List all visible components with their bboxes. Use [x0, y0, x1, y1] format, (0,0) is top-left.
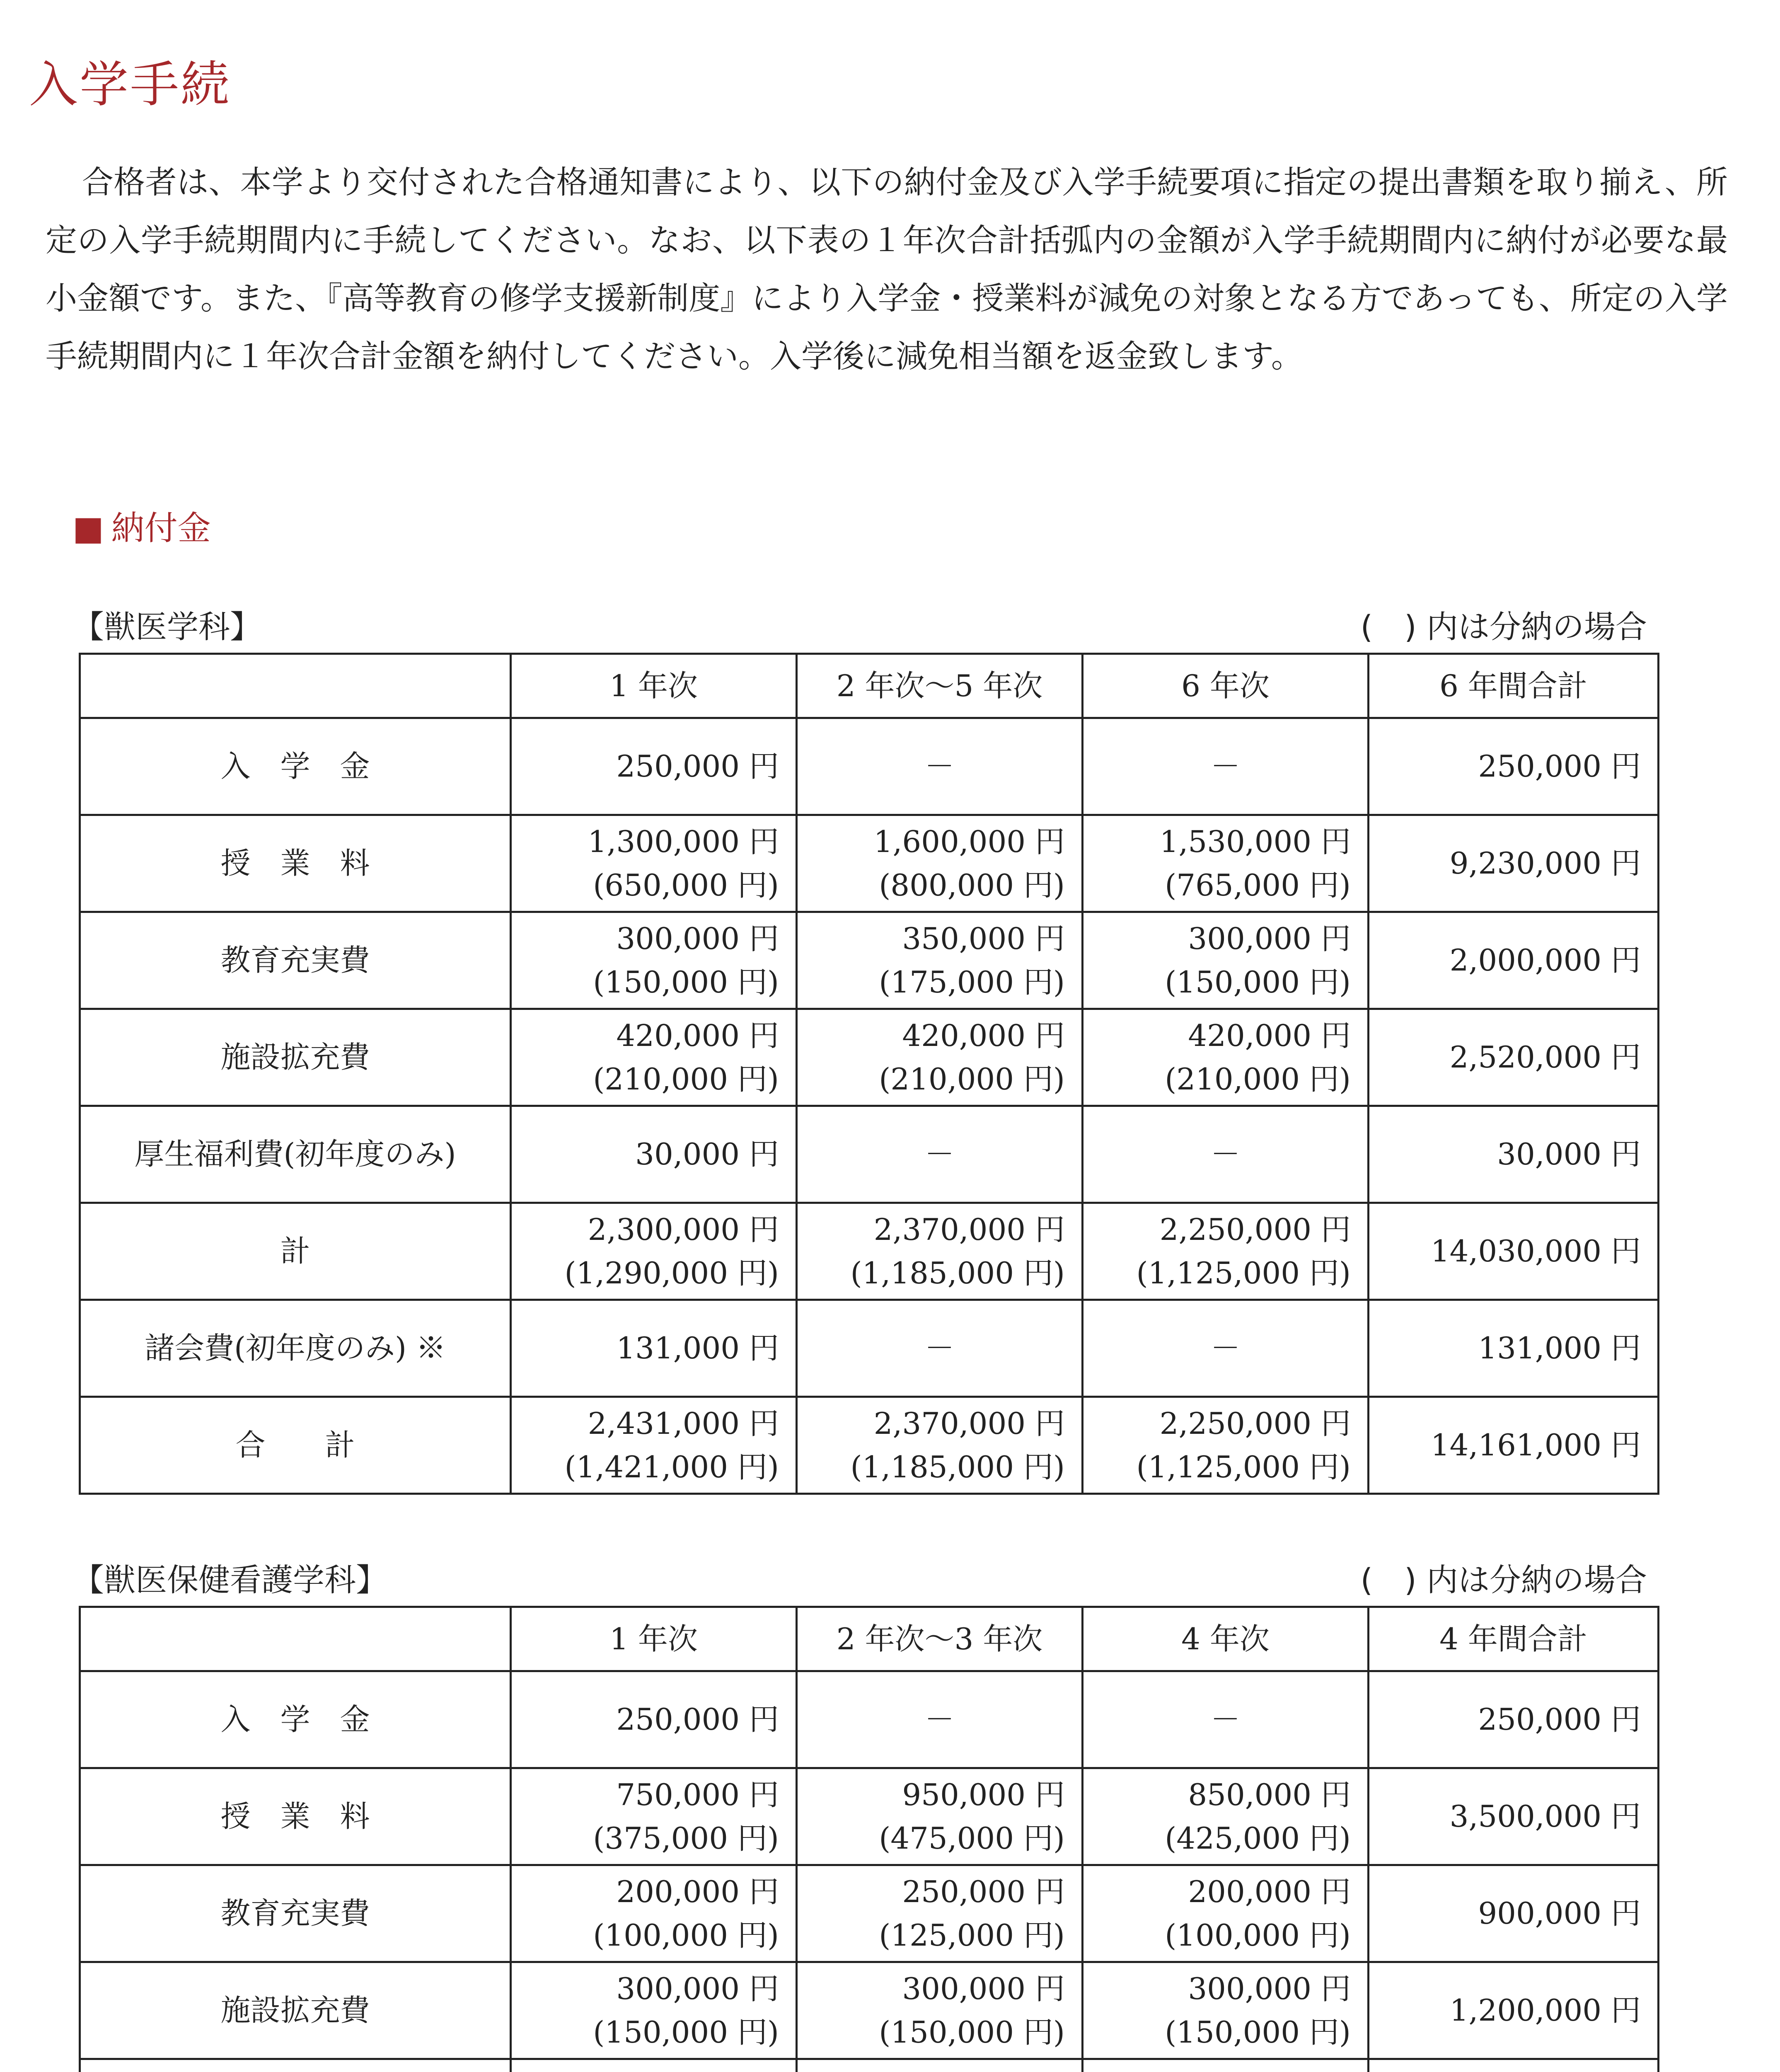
- table-row: [80, 1865, 1659, 1962]
- installment-value: (100,000 円): [593, 1917, 779, 1953]
- amount-value: 250,000 円: [616, 749, 779, 784]
- amount-cell: [1083, 1203, 1369, 1300]
- amount-cell: [511, 2059, 797, 2072]
- amount-cell: [1369, 1009, 1659, 1106]
- installment-value: (1,290,000 円): [564, 1255, 779, 1290]
- amount-value: 850,000 円: [1188, 1777, 1351, 1812]
- amount-value: －: [1210, 1137, 1241, 1172]
- amount-cell: [511, 1962, 797, 2059]
- amount-cell: [511, 1865, 797, 1962]
- amount-value: －: [924, 749, 955, 784]
- table-row: [80, 815, 1659, 912]
- table-caption-veterinary-nursing: [73, 1561, 1647, 1598]
- amount-value: －: [1210, 1702, 1241, 1737]
- amount-cell: [1369, 2059, 1659, 2072]
- amount-cell: [797, 1768, 1083, 1865]
- amount-cell: [1083, 1865, 1369, 1962]
- amount-value: 2,000,000 円: [1449, 943, 1641, 978]
- amount-cell: [1369, 1397, 1659, 1494]
- amount-value: 14,161,000 円: [1430, 1428, 1641, 1462]
- table-title: 【獣医保健看護学科】: [73, 1561, 387, 1598]
- table-row: [80, 718, 1659, 815]
- table-header-row: [80, 1607, 1659, 1671]
- installment-value: (800,000 円): [879, 867, 1065, 903]
- amount-cell: [797, 1865, 1083, 1962]
- table-row: [80, 1962, 1659, 2059]
- installment-value: (150,000 円): [1165, 2014, 1351, 2050]
- amount-value: 420,000 円: [1188, 1018, 1351, 1053]
- amount-cell: [1369, 1106, 1659, 1203]
- amount-value: 250,000 円: [1478, 749, 1641, 784]
- amount-cell: [1369, 1671, 1659, 1768]
- installment-value: (1,125,000 円): [1136, 1449, 1351, 1484]
- amount-value: －: [924, 1137, 955, 1172]
- amount-value: 2,370,000 円: [873, 1406, 1065, 1441]
- amount-cell: [1083, 1397, 1369, 1494]
- amount-value: 950,000 円: [902, 1777, 1065, 1812]
- empty-cell: [797, 718, 1083, 815]
- row-label: 施設拡充費: [80, 1009, 511, 1106]
- amount-cell: [511, 1397, 797, 1494]
- table-row: [80, 1397, 1659, 1494]
- amount-value: 350,000 円: [902, 921, 1065, 956]
- installment-value: (210,000 円): [593, 1061, 779, 1097]
- amount-value: 2,250,000 円: [1159, 1212, 1351, 1247]
- amount-value: 131,000 円: [1478, 1331, 1641, 1365]
- empty-cell: [1083, 1671, 1369, 1768]
- row-label: 施設拡充費: [80, 1962, 511, 2059]
- installment-value: (210,000 円): [1165, 1061, 1351, 1097]
- amount-cell: [1369, 1865, 1659, 1962]
- amount-value: 420,000 円: [616, 1018, 779, 1053]
- table-row: [80, 1203, 1659, 1300]
- section-heading: [73, 509, 211, 547]
- installment-value: (150,000 円): [1165, 964, 1351, 1000]
- row-label: 合 計: [80, 1397, 511, 1494]
- installment-value: (1,125,000 円): [1136, 1255, 1351, 1290]
- empty-cell: [1083, 1106, 1369, 1203]
- amount-value: 750,000 円: [616, 1777, 779, 1812]
- installment-value: (150,000 円): [593, 964, 779, 1000]
- row-label: 授 業 料: [80, 1768, 511, 1865]
- column-header: 2 年次～5 年次: [797, 654, 1083, 718]
- row-label: 厚生福利費(初年度のみ): [80, 1106, 511, 1203]
- column-header: 1 年次: [511, 1607, 797, 1671]
- empty-cell: [1083, 1300, 1369, 1397]
- square-bullet-icon: ■: [73, 509, 104, 547]
- amount-cell: [511, 1768, 797, 1865]
- amount-value: －: [1210, 1331, 1241, 1365]
- amount-value: 300,000 円: [1188, 1971, 1351, 2006]
- installment-value: (475,000 円): [879, 1820, 1065, 1856]
- empty-cell: [797, 1106, 1083, 1203]
- section-title: 納付金: [111, 509, 211, 547]
- row-label: 授 業 料: [80, 815, 511, 912]
- header-corner-cell: [80, 1607, 511, 1671]
- empty-cell: [797, 1300, 1083, 1397]
- amount-cell: [1369, 718, 1659, 815]
- amount-value: 9,230,000 円: [1449, 846, 1641, 881]
- column-header: 6 年間合計: [1369, 654, 1659, 718]
- table-row: [80, 1300, 1659, 1397]
- amount-cell: [1369, 1962, 1659, 2059]
- amount-value: 30,000 円: [635, 1137, 779, 1172]
- amount-cell: [1083, 1768, 1369, 1865]
- column-header: 4 年次: [1083, 1607, 1369, 1671]
- table-row: [80, 1768, 1659, 1865]
- amount-value: 250,000 円: [1478, 1702, 1641, 1737]
- amount-cell: [797, 1203, 1083, 1300]
- table-title: 【獣医学科】: [73, 608, 261, 645]
- row-label: [80, 2059, 511, 2072]
- amount-cell: [797, 1397, 1083, 1494]
- amount-cell: [1083, 815, 1369, 912]
- row-label: 教育充実費: [80, 912, 511, 1009]
- amount-cell: [1369, 1300, 1659, 1397]
- row-label: 入 学 金: [80, 718, 511, 815]
- table-note: ( ) 内は分納の場合: [1360, 1561, 1647, 1598]
- amount-cell: [1369, 912, 1659, 1009]
- row-label: 教育充実費: [80, 1865, 511, 1962]
- amount-value: 250,000 円: [902, 1874, 1065, 1909]
- table-row: [80, 2059, 1659, 2072]
- amount-value: 200,000 円: [616, 1874, 779, 1909]
- installment-value: (210,000 円): [879, 1061, 1065, 1097]
- amount-value: 900,000 円: [1478, 1896, 1641, 1931]
- amount-value: 300,000 円: [902, 1971, 1065, 2006]
- amount-value: 3,500,000 円: [1449, 1799, 1641, 1834]
- amount-cell: [1369, 815, 1659, 912]
- row-label: 入 学 金: [80, 1671, 511, 1768]
- intro-paragraph: [46, 153, 1728, 385]
- amount-cell: [797, 912, 1083, 1009]
- installment-value: (125,000 円): [879, 1917, 1065, 1953]
- installment-value: (650,000 円): [593, 867, 779, 903]
- amount-value: 300,000 円: [1188, 921, 1351, 956]
- installment-value: (150,000 円): [879, 2014, 1065, 2050]
- table-row: [80, 1106, 1659, 1203]
- amount-cell: [797, 1009, 1083, 1106]
- amount-cell: [511, 1671, 797, 1768]
- amount-cell: [1369, 1203, 1659, 1300]
- installment-value: (425,000 円): [1165, 1820, 1351, 1856]
- column-header: 4 年間合計: [1369, 1607, 1659, 1671]
- amount-value: 1,600,000 円: [873, 824, 1065, 859]
- header-corner-cell: [80, 654, 511, 718]
- amount-cell: [511, 815, 797, 912]
- amount-cell: [511, 1009, 797, 1106]
- table-note: ( ) 内は分納の場合: [1360, 608, 1647, 645]
- amount-value: 14,030,000 円: [1430, 1234, 1641, 1268]
- installment-value: (100,000 円): [1165, 1917, 1351, 1953]
- installment-value: (1,185,000 円): [850, 1255, 1065, 1290]
- amount-value: 131,000 円: [616, 1331, 779, 1365]
- installment-value: (765,000 円): [1165, 867, 1351, 903]
- column-header: 2 年次～3 年次: [797, 1607, 1083, 1671]
- amount-cell: [511, 912, 797, 1009]
- amount-value: －: [1210, 749, 1241, 784]
- empty-cell: [1083, 2059, 1369, 2072]
- column-header: 6 年次: [1083, 654, 1369, 718]
- installment-value: (375,000 円): [593, 1820, 779, 1856]
- row-label: 計: [80, 1203, 511, 1300]
- amount-value: 2,300,000 円: [588, 1212, 779, 1247]
- amount-cell: [1369, 1768, 1659, 1865]
- amount-cell: [797, 1962, 1083, 2059]
- amount-value: 420,000 円: [902, 1018, 1065, 1053]
- table-row: [80, 912, 1659, 1009]
- installment-value: (1,421,000 円): [564, 1449, 779, 1484]
- amount-value: 250,000 円: [616, 1702, 779, 1737]
- amount-value: 300,000 円: [616, 921, 779, 956]
- column-header: 1 年次: [511, 654, 797, 718]
- amount-cell: [511, 1106, 797, 1203]
- installment-value: (150,000 円): [593, 2014, 779, 2050]
- table-row: [80, 1009, 1659, 1106]
- fee-table-veterinary: [79, 653, 1659, 1495]
- installment-value: (175,000 円): [879, 964, 1065, 1000]
- fee-table-veterinary-nursing: [79, 1606, 1659, 2072]
- amount-value: 1,530,000 円: [1159, 824, 1351, 859]
- amount-cell: [511, 1300, 797, 1397]
- amount-value: －: [924, 1702, 955, 1737]
- amount-cell: [511, 718, 797, 815]
- table-caption-veterinary: [73, 608, 1647, 645]
- amount-value: 2,520,000 円: [1449, 1040, 1641, 1075]
- amount-cell: [797, 815, 1083, 912]
- empty-cell: [797, 1671, 1083, 1768]
- empty-cell: [797, 2059, 1083, 2072]
- amount-value: 300,000 円: [616, 1971, 779, 2006]
- table-row: [80, 1671, 1659, 1768]
- amount-cell: [511, 1203, 797, 1300]
- amount-value: 2,370,000 円: [873, 1212, 1065, 1247]
- amount-value: 30,000 円: [1497, 1137, 1641, 1172]
- table-header-row: [80, 654, 1659, 718]
- empty-cell: [1083, 718, 1369, 815]
- intro-text: 合格者は、本学より交付された合格通知書により、以下の納付金及び入学手続要項に指定の提出書類を取り揃え、所定の入学手続期間内に手続してください。なお、以下表の１年次合計括弧内の金額が入学手続期間内に納付が必要な最小金額です。また、『高等教育の修学支援新制度』により入学金・授業料が減免の対象となる方であっても、所定の入学手続期間内に１年次合計金額を納付してください。入学後に減免相当額を返金致します。: [46, 164, 1728, 375]
- page-title: 入学手続: [29, 56, 232, 113]
- amount-value: 2,431,000 円: [588, 1406, 779, 1441]
- row-label: 諸会費(初年度のみ) ※: [80, 1300, 511, 1397]
- amount-value: 200,000 円: [1188, 1874, 1351, 1909]
- amount-value: 1,300,000 円: [588, 824, 779, 859]
- amount-cell: [1083, 1009, 1369, 1106]
- amount-value: 1,200,000 円: [1449, 1993, 1641, 2028]
- amount-value: 2,250,000 円: [1159, 1406, 1351, 1441]
- amount-value: －: [924, 1331, 955, 1365]
- amount-cell: [1083, 1962, 1369, 2059]
- amount-cell: [1083, 912, 1369, 1009]
- installment-value: (1,185,000 円): [850, 1449, 1065, 1484]
